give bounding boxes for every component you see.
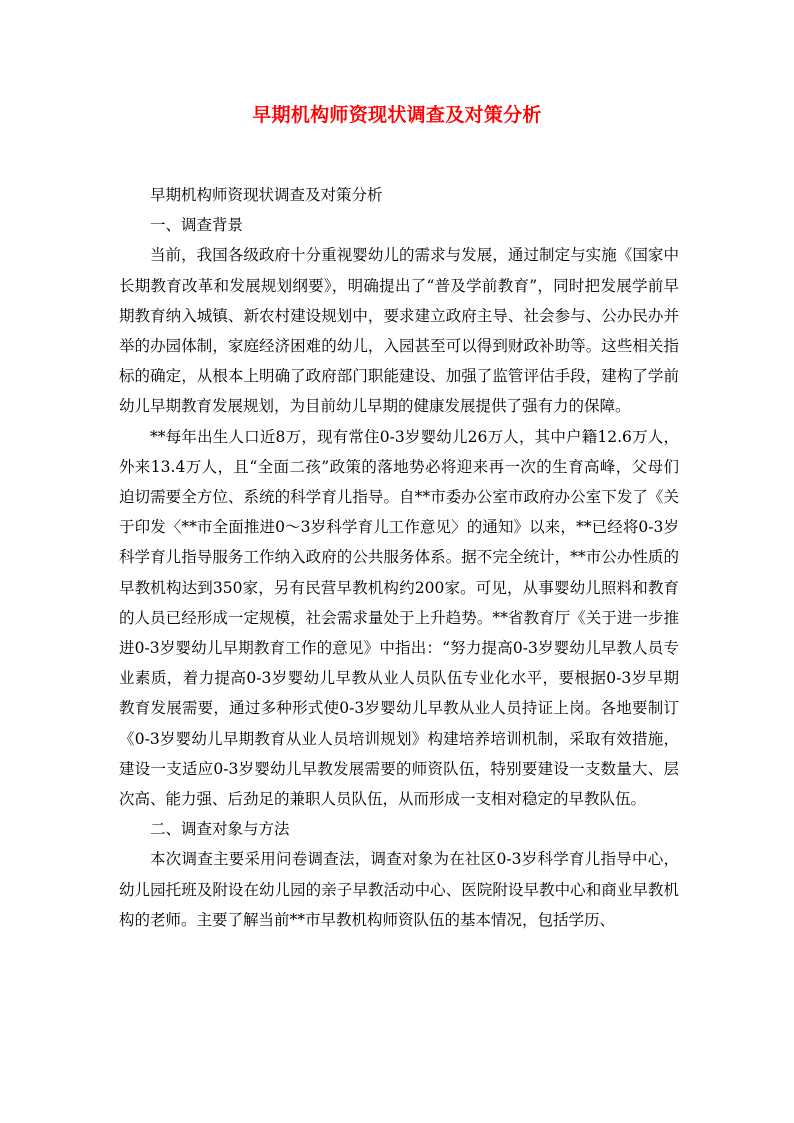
document-body — [119, 180, 679, 935]
document-subtitle: 早期机构师资现状调查及对策分析 — [150, 186, 383, 204]
section-heading-background: 一、调查背景 — [150, 216, 244, 235]
paragraph-background-2: **每年出生人口近8万，现有常住0-3岁婴幼儿26万人，其中户籍12.6万人，外来13.4万人，且“全面二孩”政策的落地势必将迎来再一次的生育高峰，父母们迫切需要全方位、系统的科学育儿指导。自**市委办公室市政府办公室下发了《关于印发〈**市全面推进0～3岁科学育儿工作意见〉的通知》以来，**已经将0-3岁科学育儿指导服务工作纳入政府的公共服务体系。据不完全统计，**市公办性质的早教机构达到350家，另有民营早教机构约200家。可见，从事婴幼儿照料和教育的人员已经形成一定规模，社会需求量处于上升趋势。**省教育厅《关于进一步推进0-3岁婴幼儿早期教育工作的意见》中指出：“努力提高0-3岁婴幼儿早教人员专业素质，着力提高0-3岁婴幼儿早教从业人员队伍专业化水平，要根据0-3岁早期教育发展需要，通过多种形式使0-3岁婴幼儿早教从业人员持证上岗。各地要制订《0-3岁婴幼儿早期教育从业人员培训规划》构建培养培训机制，采取有效措施，建设一支适应0-3岁婴幼儿早教发展需要的师资队伍，特别要建设一支数量大、层次高、能力强、后劲足的兼职人员队伍，从而形成一支相对稳定的早教队伍。 — [119, 427, 679, 809]
paragraph-method-1: 本次调查主要采用问卷调查法，调查对象为在社区0-3岁科学育儿指导中心，幼儿园托班及附设在幼儿园的亲子早教活动中心、医院附设早教中心和商业早教机构的老师。主要了解当前**市早教机构师资队伍的基本情况，包括学历、 — [119, 850, 679, 929]
document-title: 早期机构师资现状调查及对策分析 — [252, 104, 542, 126]
section-heading-method: 二、调查对象与方法 — [150, 820, 290, 839]
paragraph-background-1: 当前，我国各级政府十分重视婴幼儿的需求与发展，通过制定与实施《国家中长期教育改革和发展规划纲要》，明确提出了“普及学前教育”，同时把发展学前早期教育纳入城镇、新农村建设规划中，要求建立政府主导、社会参与、公办民办并举的办园体制，家庭经济困难的幼儿，入园甚至可以得到财政补助等。这些相关指标的确定，从根本上明确了政府部门职能建设、加强了监管评估手段，建构了学前幼儿早期教育发展规划，为目前幼儿早期的健康发展提供了强有力的保障。 — [119, 246, 679, 416]
